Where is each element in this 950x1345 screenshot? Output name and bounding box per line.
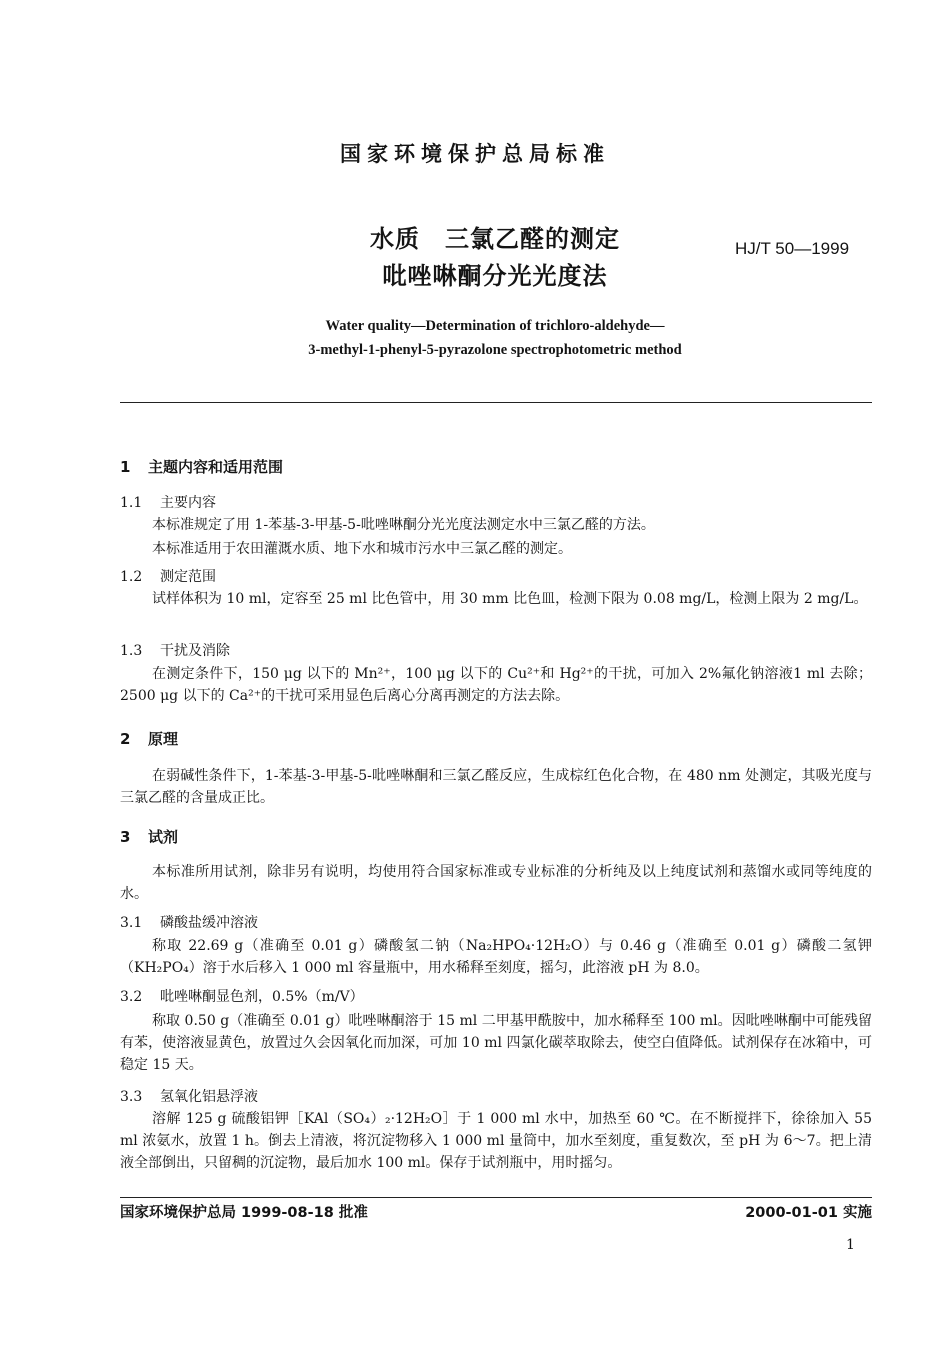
english-title-line1: Water quality—Determination of trichloro-aldehyde— <box>325 318 665 334</box>
subsection-number: 3.2 <box>120 989 143 1005</box>
subsection-number: 3.3 <box>120 1089 143 1105</box>
subsection-number: 1.2 <box>120 569 143 585</box>
subsection-title: 干扰及消除 <box>160 643 230 659</box>
section-number: 1 <box>120 458 131 476</box>
section-3-heading <box>120 826 178 847</box>
effective-date: 2000-01-01 实施 <box>745 1205 872 1221</box>
english-title-line2: 3-methyl-1-phenyl-5-pyrazolone spectrophotometric method <box>308 342 682 358</box>
subsection-title: 测定范围 <box>160 569 216 585</box>
subsection-1-2-heading <box>120 566 216 586</box>
section-1-heading <box>120 456 283 477</box>
section-number: 2 <box>120 730 131 748</box>
header-divider <box>120 402 872 403</box>
paragraph: 在测定条件下，150 μg 以下的 Mn²⁺，100 μg 以下的 Cu²⁺和 Hg²⁺的干扰，可加入 2%氟化钠溶液1 ml 去除；2500 μg 以下的 Ca²⁺的干扰可采用显色后离心分离再测定的方法去除。 <box>120 666 872 704</box>
footer-divider <box>120 1197 872 1198</box>
section-number: 3 <box>120 828 131 846</box>
paragraph: 称取 0.50 g（准确至 0.01 g）吡唑啉酮溶于 15 ml 二甲基甲酰胺中，加水稀释至 100 ml。因吡唑啉酮中可能残留有苯，使溶液显黄色，放置过久会因氧化而加深，可加 10 ml 四氯化碳萃取除去，使空白值降低。试剂保存在冰箱中，可稳定 15 天。 <box>120 1013 872 1073</box>
subsection-1-3-heading <box>120 640 230 660</box>
page-number: 1 <box>846 1237 855 1253</box>
subsection-title: 氢氧化铝悬浮液 <box>160 1089 258 1105</box>
document-title-line1: 水质 三氯乙醛的测定 <box>370 225 620 253</box>
subsection-number: 1.3 <box>120 643 143 659</box>
paragraph: 本标准适用于农田灌溉水质、地下水和城市污水中三氯乙醛的测定。 <box>152 541 572 557</box>
subsection-3-3-heading <box>120 1086 258 1106</box>
subsection-title: 主要内容 <box>160 495 216 511</box>
subsection-3-2-heading <box>120 986 364 1006</box>
paragraph: 本标准所用试剂，除非另有说明，均使用符合国家标准或专业标准的分析纯及以上纯度试剂和蒸馏水或同等纯度的水。 <box>120 864 872 902</box>
standard-number: HJ/T 50—1999 <box>735 239 850 258</box>
subsection-title: 磷酸盐缓冲溶液 <box>160 915 258 931</box>
subsection-number: 3.1 <box>120 915 143 931</box>
paragraph: 溶解 125 g 硫酸铝钾［KAl（SO₄）₂·12H₂O］于 1 000 ml 水中，加热至 60 ℃。在不断搅拌下，徐徐加入 55 ml 浓氨水，放置 1 h。倒去上清液，将沉淀物移入 1 000 ml 量筒中，加水至刻度，重复数次，至 pH 为 6～7。把上清液全部倒出，只留稠的沉淀物，最后加水 100 ml。保存于试剂瓶中，用时摇匀。 <box>120 1111 872 1171</box>
section-title: 试剂 <box>148 828 179 846</box>
document-title-line2: 吡唑啉酮分光光度法 <box>382 262 608 290</box>
paragraph: 称取 22.69 g（准确至 0.01 g）磷酸氢二钠（Na₂HPO₄·12H₂O）与 0.46 g（准确至 0.01 g）磷酸二氢钾（KH₂PO₄）溶于水后移入 1 000 ml 容量瓶中，用水稀释至刻度，摇匀，此溶液 pH 为 8.0。 <box>120 938 872 976</box>
paragraph: 在弱碱性条件下，1-苯基-3-甲基-5-吡唑啉酮和三氯乙醛反应，生成棕红色化合物，在 480 nm 处测定，其吸光度与三氯乙醛的含量成正比。 <box>120 768 872 806</box>
subsection-number: 1.1 <box>120 495 143 511</box>
subsection-3-1-heading <box>120 912 258 932</box>
paragraph: 试样体积为 10 ml，定容至 25 ml 比色管中，用 30 mm 比色皿，检测下限为 0.08 mg/L，检测上限为 2 mg/L。 <box>152 591 868 607</box>
approval-date: 国家环境保护总局 1999-08-18 批准 <box>120 1205 368 1221</box>
subsection-title: 吡唑啉酮显色剂，0.5%（m/V） <box>160 989 364 1005</box>
section-title: 原理 <box>148 730 179 748</box>
agency-standard-heading: 国家环境保护总局标准 <box>340 142 610 166</box>
section-2-heading <box>120 728 178 749</box>
section-title: 主题内容和适用范围 <box>148 458 284 476</box>
paragraph: 本标准规定了用 1-苯基-3-甲基-5-吡唑啉酮分光光度法测定水中三氯乙醛的方法。 <box>152 517 655 533</box>
subsection-1-1-heading <box>120 492 216 512</box>
